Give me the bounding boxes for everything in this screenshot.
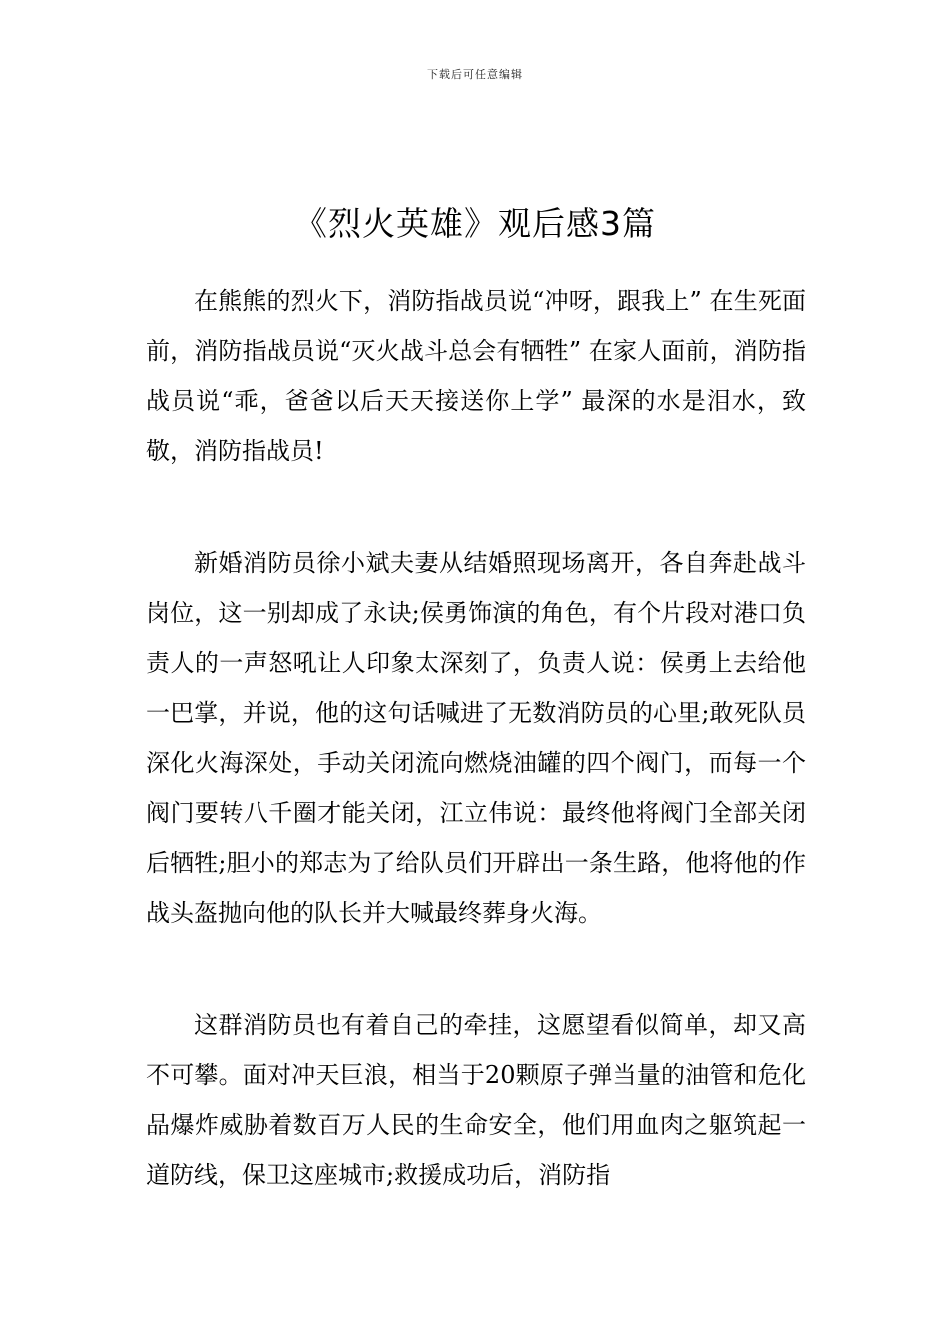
page-header: 下载后可任意编辑: [427, 68, 523, 81]
document-title: 《烈火英雄》观后感3篇: [294, 204, 656, 244]
document-body: [146, 276, 806, 1262]
paragraph-1: 在熊熊的烈火下，消防指战员说“冲呀，跟我上” 在生死面前，消防指战员说“灭火战斗总会有牺牲” 在家人面前，消防指战员说“乖，爸爸以后天天接送你上学” 最深的水是泪水，致敬，消防指战员!: [146, 287, 806, 465]
paragraph-2: 新婚消防员徐小斌夫妻从结婚照现场离开，各自奔赴战斗岗位，这一别却成了永诀;侯勇饰演的角色，有个片段对港口负责人的一声怒吼让人印象太深刻了，负责人说：侯勇上去给他一巴掌，并说，他的这句话喊进了无数消防员的心里;敢死队员深化火海深处，手动关闭流向燃烧油罐的四个阀门，而每一个阀门要转八千圈才能关闭，江立伟说：最终他将阀门全部关闭后牺牲;胆小的郑志为了给队员们开辟出一条生路，他将他的作战头盔抛向他的队长并大喊最终葬身火海。: [146, 549, 806, 927]
paragraph-3: 这群消防员也有着自己的牵挂，这愿望看似简单，却又高不可攀。面对冲天巨浪，相当于20颗原子弹当量的油管和危化品爆炸威胁着数百万人民的生命安全，他们用血肉之躯筑起一道防线，保卫这座城市;救援成功后，消防指: [146, 1011, 806, 1189]
